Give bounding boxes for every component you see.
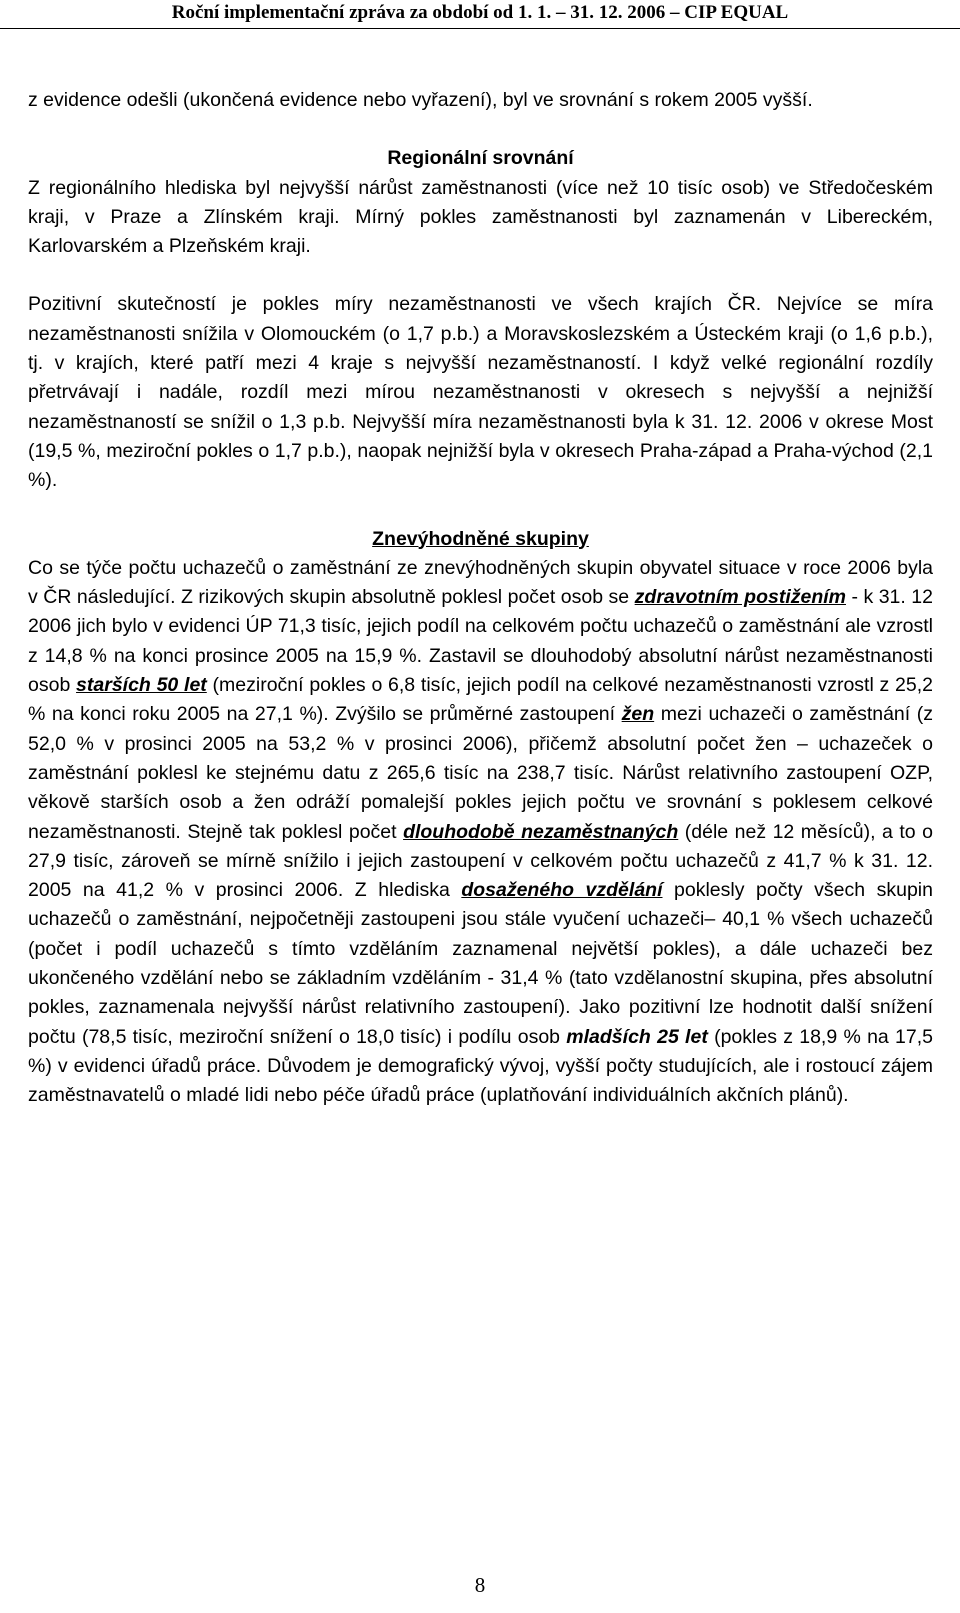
section-heading-groups: Znevýhodněné skupiny: [372, 527, 589, 550]
groups-paragraph: [28, 554, 933, 1111]
regional-paragraph-2: Pozitivní skutečností je pokles míry nezaměstnanosti ve všech krajích ČR. Nejvíce se míra nezaměstnanosti snížila v Olomouckém (o 1,7 p.b.) a Moravskoslezském a Ústeckém kraji (o 1,6 p.b.), tj. v krajích, které patří mezi 4 kraje s nejvyšší nezaměstnaností. I když velké regionální rozdíly přetrvávají i nadále, rozdíl mezi mírou nezaměstnanosti v okresech s nejvyšší a nejnižší nezaměstnaností se snížil o 1,3 p.b. Nejvyšší míra nezaměstnanosti byla k 31. 12. 2006 v okrese Most (19,5 %, meziroční pokles o 1,7 p.b.), naopak nejnižší byla v okresech Praha-západ a Praha-východ (2,1 %).: [28, 293, 933, 492]
text-run: (pokles z 18,9 % na 17,5 %) v evidenci úřadů práce. Důvodem je demografický vývoj, vyšší počty studujících, ale i rostoucí zájem zaměstnavatelů o mladé lidi nebo péče úřadů práce (uplatňování individuálních akčních plánů).: [28, 1025, 933, 1107]
emphasis-education: dosaženého vzdělání: [461, 879, 663, 902]
spacer: [28, 115, 933, 144]
running-header: Roční implementační zpráva za období od 1. 1. – 31. 12. 2006 – CIP EQUAL: [171, 2, 789, 23]
regional-paragraph-1: Z regionálního hlediska byl nejvyšší nárůst zaměstnanosti (více než 10 tisíc osob) ve Středočeském kraji, v Praze a Zlínském kraji. Mírný pokles zaměstnanosti byl zaznamenán v Libereckém, Karlovarském a Plzeňském kraji.: [28, 176, 933, 258]
emphasis-over-50: starších 50 let: [76, 674, 207, 697]
emphasis-under-25: mladších 25 let: [566, 1025, 708, 1048]
emphasis-health-disability: zdravotním postižením: [634, 586, 846, 609]
spacer: [28, 261, 933, 290]
emphasis-long-term-unemployed: dlouhodobě nezaměstnaných: [403, 820, 679, 843]
text-run: Co se týče počtu uchazečů o zaměstnání ze znevýhodněných skupin obyvatel situace v roce 2006 byla v ČR následující. Z rizikových skupin absolutně poklesl počet osob se: [28, 556, 933, 609]
header-rule: [0, 28, 960, 29]
emphasis-women: žen: [621, 703, 655, 726]
intro-paragraph: z evidence odešli (ukončená evidence nebo vyřazení), byl ve srovnání s rokem 2005 vyšší.: [28, 89, 813, 111]
page-number: 8: [474, 1573, 486, 1597]
text-run: (meziroční pokles o 6,8 tisíc, jejich podíl na celkové nezaměstnanosti vzrostl z 25,2 % na konci roku 2005 na 27,1 %). Zvýšilo se průměrné zastoupení: [28, 674, 934, 726]
document-body: [28, 86, 933, 1111]
text-run: (déle než 12 měsíců), a to o 27,9 tisíc, zároveň se mírně snížilo i jejich zastoupení v celkovém počtu uchazečů z 41,7 % k 31. 12. 2005 na 41,2 % v prosinci 2006. Z hlediska: [28, 820, 933, 902]
text-run: - k 31. 12 2006 jich bylo v evidenci ÚP 71,3 tisíc, jejich podíl na celkovém počtu uchazečů o zaměstnání ale vzrostl z 14,8 % na konci prosince 2005 na 15,9 %. Zastavil se dlouhodobý absolutní nárůst nezaměstnanosti osob: [28, 586, 933, 697]
text-run: poklesly počty všech skupin uchazečů o zaměstnání, nejpočetněji zastoupeni jsou stále vyučení uchazeči– 40,1 % všech uchazečů (počet i podíl uchazečů s tímto vzděláním zaznamenal největší pokles), a dále uchazeči bez ukončeného vzdělání nebo se základním vzděláním - 31,4 % (tato vzdělanostní skupina, přes absolutní pokles, zaznamenala nejvyšší nárůst relativního zastoupení). Jako pozitivní lze hodnotit další snížení počtu (78,5 tisíc, meziroční snížení o 18,0 tisíc) i podílu osob: [28, 879, 933, 1048]
text-run: mezi uchazeči o zaměstnání (z 52,0 % v prosinci 2005 na 53,2 % v prosinci 2006), přičemž absolutní počet žen – uchazeček o zaměstnání poklesl ke stejnému datu z 265,6 tisíc na 238,7 tisíc. Nárůst relativního zastoupení OZP, věkově starších osob a žen odráží pomalejší pokles jejich počtu ve srovnání s poklesem celkové nezaměstnanosti. Stejně tak poklesl počet: [28, 703, 933, 843]
section-heading-regional: Regionální srovnání: [387, 147, 574, 170]
spacer: [28, 496, 933, 525]
